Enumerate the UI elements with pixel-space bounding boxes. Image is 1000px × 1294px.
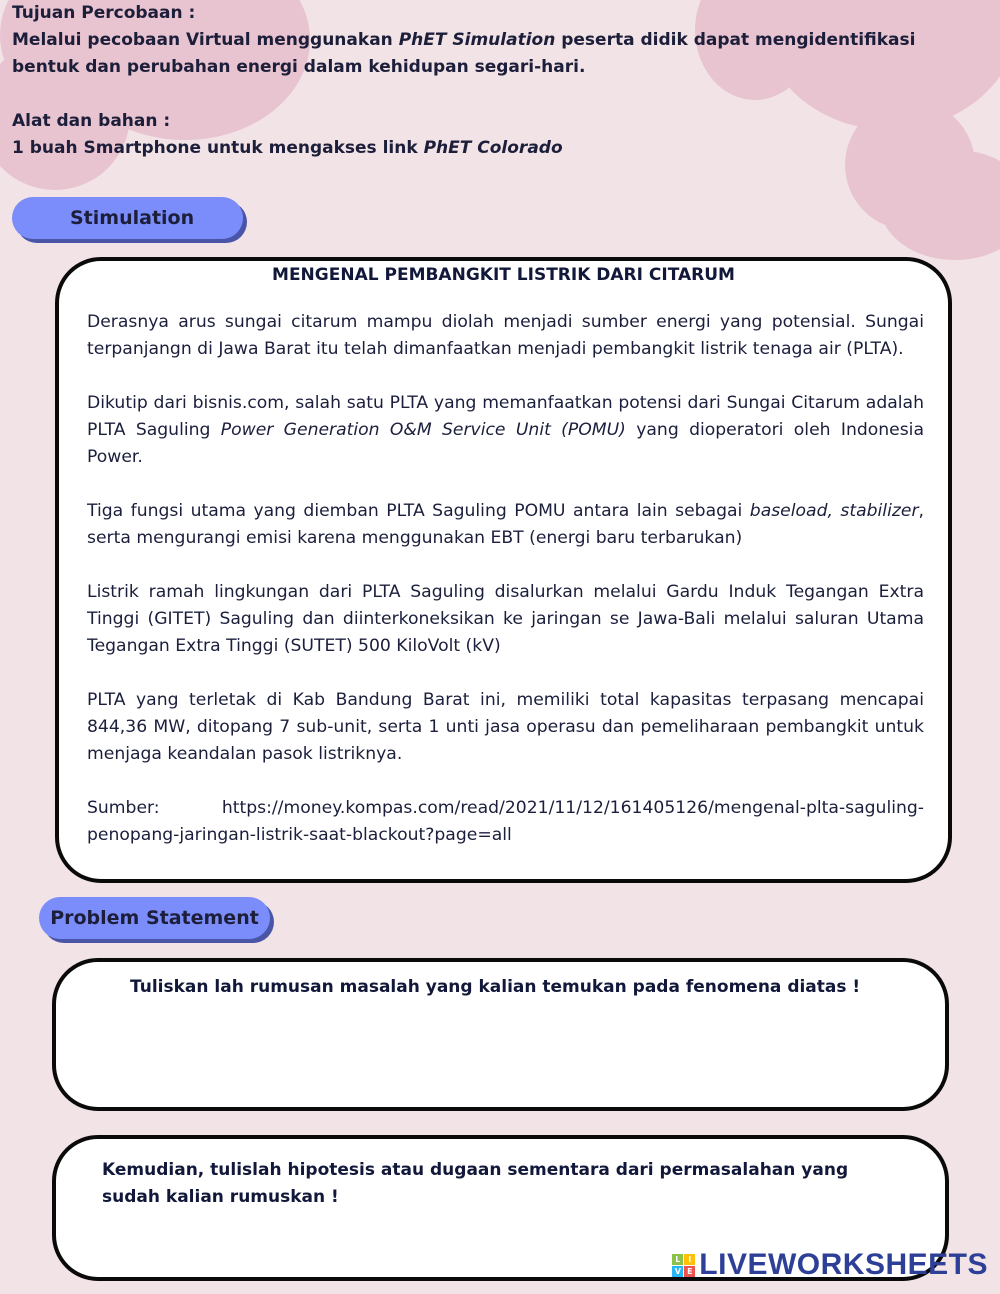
article-paragraph: Listrik ramah lingkungan dari PLTA Saguling disalurkan melalui Gardu Induk Tegangan Extra Tinggi (GITET) Saguling dan diinterkoneksikan ke jaringan se Jawa-Bali melalui saluran Utama Tegangan Extra Tinggi (SUTET) 500 KiloVolt (kV) bbox=[87, 582, 924, 656]
article-paragraph: Tiga fungsi utama yang diemban PLTA Saguling POMU antara lain sebagai baseload, stabilizer, serta mengurangi emisi karena menggunakan EBT (energi baru terbarukan) bbox=[87, 501, 924, 548]
liveworksheets-logo bbox=[672, 1248, 988, 1282]
stimulation-card bbox=[55, 257, 952, 883]
problem-answer-box[interactable] bbox=[52, 958, 949, 1111]
liveworksheets-icon: L I V E bbox=[672, 1254, 695, 1277]
objective-heading: Tujuan Percobaan : bbox=[12, 3, 196, 23]
stimulation-label: Stimulation bbox=[12, 197, 243, 239]
problem-prompt: Tuliskan lah rumusan masalah yang kalian temukan pada fenomena diatas ! bbox=[130, 977, 861, 997]
objective-text: Melalui pecobaan Virtual menggunakan PhET Simulation peserta didik dapat mengidentifikasi bentuk dan perubahan energi dalam kehidupan segari-hari. bbox=[12, 30, 916, 77]
materials-heading: Alat dan bahan : bbox=[12, 111, 171, 131]
article-paragraph: PLTA yang terletak di Kab Bandung Barat ini, memiliki total kapasitas terpasang mencapai 844,36 MW, ditopang 7 sub-unit, serta 1 unti jasa operasu dan pemeliharaan pembangkit untuk menjaga keandalan pasok listriknya. bbox=[87, 690, 924, 764]
intro-text bbox=[12, 0, 972, 162]
article-paragraph: Derasnya arus sungai citarum mampu diolah menjadi sumber energi yang potensial. Sungai terpanjangn di Jawa Barat itu telah dimanfaatkan menjadi pembangkit listrik tenaga air (PLTA). bbox=[87, 312, 924, 359]
liveworksheets-wordmark: LIVEWORKSHEETS bbox=[699, 1248, 988, 1281]
article-title: MENGENAL PEMBANGKIT LISTRIK DARI CITARUM bbox=[272, 265, 735, 285]
article-source: Sumber: https://money.kompas.com/read/2021/11/12/161405126/mengenal-plta-saguling-penopang-jaringan-listrik-saat-blackout?page=all bbox=[87, 798, 924, 845]
materials-item: 1 buah Smartphone untuk mengakses link PhET Colorado bbox=[12, 138, 563, 158]
article-body bbox=[87, 309, 924, 849]
hypothesis-prompt: Kemudian, tulislah hipotesis atau dugaan sementara dari permasalahan yang sudah kalian rumuskan ! bbox=[102, 1160, 849, 1207]
problem-statement-label: Problem Statement bbox=[39, 897, 270, 939]
article-paragraph: Dikutip dari bisnis.com, salah satu PLTA yang memanfaatkan potensi dari Sungai Citarum adalah PLTA Saguling Power Generation O&M Service Unit (POMU) yang dioperatori oleh Indonesia Power. bbox=[87, 393, 924, 467]
